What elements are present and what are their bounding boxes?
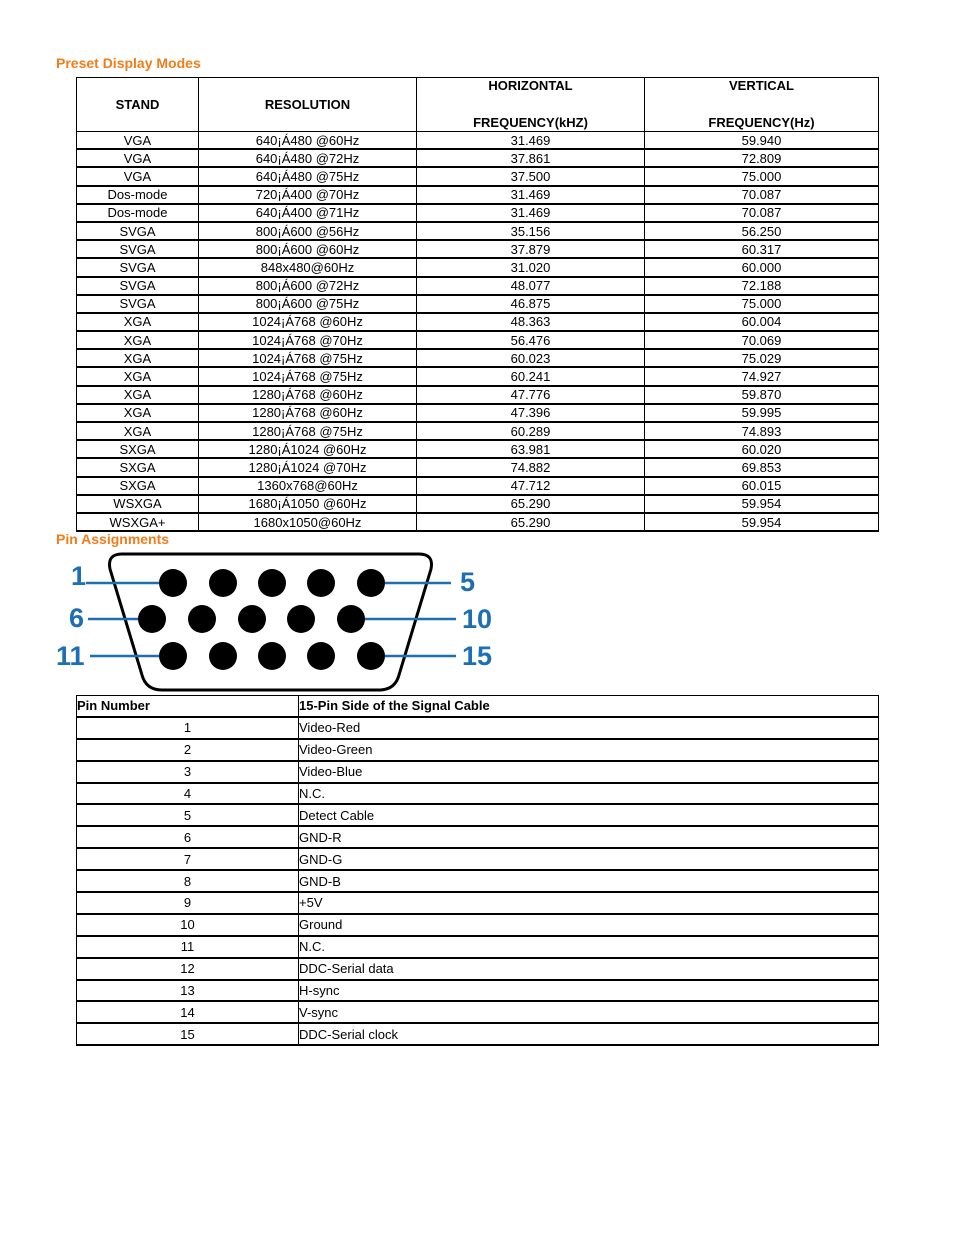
pin-number-cell: 11	[77, 936, 299, 958]
table-row	[77, 295, 879, 313]
table-row	[77, 386, 879, 404]
vertical-frequency-cell: 74.927	[645, 367, 879, 385]
resolution-cell: 1360x768@60Hz	[199, 477, 417, 495]
horizontal-frequency-cell: 47.712	[417, 477, 645, 495]
signal-cell: Video-Red	[299, 717, 879, 739]
stand-cell: SVGA	[77, 277, 199, 295]
table-row	[77, 240, 879, 258]
pin-dot	[159, 569, 187, 597]
stand-cell: SVGA	[77, 240, 199, 258]
resolution-cell: 1280¡Á768 @75Hz	[199, 422, 417, 440]
pin-dot	[258, 569, 286, 597]
table-row	[77, 331, 879, 349]
horizontal-frequency-cell: 65.290	[417, 513, 645, 531]
signal-cell: H-sync	[299, 980, 879, 1002]
stand-cell: XGA	[77, 386, 199, 404]
pin-dot	[209, 642, 237, 670]
resolution-cell: 1024¡Á768 @60Hz	[199, 313, 417, 331]
pin-dot	[188, 605, 216, 633]
vertical-frequency-cell: 74.893	[645, 422, 879, 440]
table-row	[77, 477, 879, 495]
horizontal-frequency-cell: 63.981	[417, 440, 645, 458]
pin-number-cell: 3	[77, 761, 299, 783]
pin-dot	[357, 642, 385, 670]
stand-cell: VGA	[77, 132, 199, 150]
pin-dot	[307, 642, 335, 670]
resolution-cell: 800¡Á600 @75Hz	[199, 295, 417, 313]
signal-cell: V-sync	[299, 1001, 879, 1023]
vertical-frequency-cell: 75.000	[645, 295, 879, 313]
resolution-cell: 1024¡Á768 @75Hz	[199, 349, 417, 367]
table-row	[77, 222, 879, 240]
stand-cell: XGA	[77, 367, 199, 385]
pin-dot	[209, 569, 237, 597]
stand-cell: XGA	[77, 404, 199, 422]
pin-number-cell: 12	[77, 958, 299, 980]
table-row	[77, 349, 879, 367]
table-row	[77, 870, 879, 892]
horizontal-frequency-cell: 37.500	[417, 167, 645, 185]
vertical-frequency-cell: 72.809	[645, 149, 879, 167]
horizontal-frequency-cell: 47.396	[417, 404, 645, 422]
signal-cell: GND-B	[299, 870, 879, 892]
stand-cell: SVGA	[77, 295, 199, 313]
table-row	[77, 258, 879, 276]
signal-cell: +5V	[299, 892, 879, 914]
stand-cell: VGA	[77, 149, 199, 167]
horizontal-frequency-cell: 60.023	[417, 349, 645, 367]
stand-cell: SXGA	[77, 440, 199, 458]
resolution-cell: 1280¡Á1024 @70Hz	[199, 458, 417, 476]
stand-header: STAND	[77, 78, 199, 132]
signal-header: 15-Pin Side of the Signal Cable	[299, 696, 879, 717]
vertical-frequency-cell: 69.853	[645, 458, 879, 476]
horizontal-frequency-cell: 37.879	[417, 240, 645, 258]
table-row	[77, 717, 879, 739]
vertical-frequency-cell: 60.000	[645, 258, 879, 276]
table-row	[77, 892, 879, 914]
table-row	[77, 513, 879, 531]
table-row	[77, 367, 879, 385]
pin-number-cell: 13	[77, 980, 299, 1002]
vertical-header-line1: VERTICAL	[729, 78, 794, 93]
vertical-header-line2: FREQUENCY(Hz)	[708, 115, 815, 130]
horizontal-frequency-cell: 37.861	[417, 149, 645, 167]
pin-number-cell: 5	[77, 804, 299, 826]
signal-cell: Ground	[299, 914, 879, 936]
table-row	[77, 132, 879, 150]
table-row	[77, 783, 879, 805]
horizontal-header-line1: HORIZONTAL	[488, 78, 573, 93]
table-row	[77, 440, 879, 458]
signal-cell: GND-G	[299, 848, 879, 870]
pin-1-label: 1	[71, 561, 87, 591]
horizontal-header-line2: FREQUENCY(kHZ)	[473, 115, 588, 130]
signal-cell: GND-R	[299, 826, 879, 848]
horizontal-frequency-cell: 31.020	[417, 258, 645, 276]
pin-number-cell: 6	[77, 826, 299, 848]
resolution-cell: 640¡Á480 @75Hz	[199, 167, 417, 185]
pin-number-cell: 15	[77, 1023, 299, 1045]
table-row	[77, 204, 879, 222]
table-row	[77, 739, 879, 761]
resolution-cell: 800¡Á600 @72Hz	[199, 277, 417, 295]
resolution-cell: 1280¡Á768 @60Hz	[199, 386, 417, 404]
signal-cell: Detect Cable	[299, 804, 879, 826]
resolution-cell: 800¡Á600 @60Hz	[199, 240, 417, 258]
signal-cell: N.C.	[299, 936, 879, 958]
pin-11-label: 11	[56, 641, 85, 671]
vertical-frequency-cell: 72.188	[645, 277, 879, 295]
resolution-cell: 640¡Á400 @71Hz	[199, 204, 417, 222]
resolution-cell: 800¡Á600 @56Hz	[199, 222, 417, 240]
signal-cell: N.C.	[299, 783, 879, 805]
vertical-frequency-cell: 75.029	[645, 349, 879, 367]
table-row	[77, 149, 879, 167]
signal-cell: DDC-Serial clock	[299, 1023, 879, 1045]
table-row	[77, 826, 879, 848]
table-row	[77, 167, 879, 185]
vga-connector-diagram	[56, 547, 501, 697]
pin-dot	[238, 605, 266, 633]
vertical-frequency-cell: 59.995	[645, 404, 879, 422]
vertical-frequency-header	[645, 78, 879, 132]
stand-cell: WSXGA	[77, 495, 199, 513]
table-row	[77, 936, 879, 958]
table-row	[77, 495, 879, 513]
horizontal-frequency-cell: 35.156	[417, 222, 645, 240]
table-row	[77, 404, 879, 422]
pin-dot	[307, 569, 335, 597]
pin-number-cell: 2	[77, 739, 299, 761]
stand-cell: SXGA	[77, 477, 199, 495]
table-row	[77, 980, 879, 1002]
signal-cell: DDC-Serial data	[299, 958, 879, 980]
table-row	[77, 958, 879, 980]
pin-table-header-row	[77, 696, 879, 717]
resolution-cell: 1680x1050@60Hz	[199, 513, 417, 531]
stand-cell: Dos-mode	[77, 204, 199, 222]
resolution-cell: 1024¡Á768 @70Hz	[199, 331, 417, 349]
signal-cell: Video-Blue	[299, 761, 879, 783]
horizontal-frequency-cell: 47.776	[417, 386, 645, 404]
stand-cell: XGA	[77, 313, 199, 331]
resolution-cell: 640¡Á480 @60Hz	[199, 132, 417, 150]
pin-dot	[337, 605, 365, 633]
stand-cell: SVGA	[77, 222, 199, 240]
stand-cell: SVGA	[77, 258, 199, 276]
pin-assignment-table	[76, 695, 879, 1046]
table-row	[77, 761, 879, 783]
vertical-frequency-cell: 70.069	[645, 331, 879, 349]
resolution-cell: 640¡Á480 @72Hz	[199, 149, 417, 167]
pin-dot	[159, 642, 187, 670]
table-row	[77, 458, 879, 476]
pin-assignments-title: Pin Assignments	[56, 531, 170, 547]
stand-cell: SXGA	[77, 458, 199, 476]
horizontal-frequency-cell: 60.241	[417, 367, 645, 385]
horizontal-frequency-cell: 56.476	[417, 331, 645, 349]
pin-5-label: 5	[460, 567, 476, 597]
stand-cell: Dos-mode	[77, 186, 199, 204]
resolution-cell: 720¡Á400 @70Hz	[199, 186, 417, 204]
resolution-cell: 848x480@60Hz	[199, 258, 417, 276]
horizontal-frequency-cell: 74.882	[417, 458, 645, 476]
vertical-frequency-cell: 59.954	[645, 513, 879, 531]
preset-modes-title: Preset Display Modes	[56, 55, 201, 71]
pin-number-cell: 4	[77, 783, 299, 805]
horizontal-frequency-header	[417, 78, 645, 132]
preset-modes-table	[76, 77, 879, 532]
pin-10-label: 10	[462, 604, 493, 634]
vertical-frequency-cell: 59.954	[645, 495, 879, 513]
stand-cell: XGA	[77, 331, 199, 349]
pin-dot	[357, 569, 385, 597]
resolution-cell: 1280¡Á1024 @60Hz	[199, 440, 417, 458]
stand-cell: WSXGA+	[77, 513, 199, 531]
horizontal-frequency-cell: 31.469	[417, 186, 645, 204]
table-row	[77, 313, 879, 331]
vertical-frequency-cell: 75.000	[645, 167, 879, 185]
table-row	[77, 914, 879, 936]
vertical-frequency-cell: 59.870	[645, 386, 879, 404]
table-row	[77, 804, 879, 826]
resolution-cell: 1680¡Á1050 @60Hz	[199, 495, 417, 513]
pin-number-cell: 10	[77, 914, 299, 936]
pin-number-header: Pin Number	[77, 696, 299, 717]
pin-dot	[287, 605, 315, 633]
pin-number-cell: 14	[77, 1001, 299, 1023]
table-row	[77, 848, 879, 870]
pin-6-label: 6	[69, 603, 85, 633]
pin-number-cell: 9	[77, 892, 299, 914]
pin-dot	[138, 605, 166, 633]
vertical-frequency-cell: 70.087	[645, 204, 879, 222]
signal-cell: Video-Green	[299, 739, 879, 761]
stand-cell: VGA	[77, 167, 199, 185]
resolution-cell: 1024¡Á768 @75Hz	[199, 367, 417, 385]
vertical-frequency-cell: 70.087	[645, 186, 879, 204]
pin-number-cell: 1	[77, 717, 299, 739]
horizontal-frequency-cell: 60.289	[417, 422, 645, 440]
vertical-frequency-cell: 56.250	[645, 222, 879, 240]
horizontal-frequency-cell: 46.875	[417, 295, 645, 313]
vertical-frequency-cell: 60.020	[645, 440, 879, 458]
table-row	[77, 1001, 879, 1023]
horizontal-frequency-cell: 31.469	[417, 132, 645, 150]
vertical-frequency-cell: 60.004	[645, 313, 879, 331]
horizontal-frequency-cell: 48.077	[417, 277, 645, 295]
table-row	[77, 1023, 879, 1045]
stand-cell: XGA	[77, 349, 199, 367]
table-row	[77, 422, 879, 440]
horizontal-frequency-cell: 31.469	[417, 204, 645, 222]
vertical-frequency-cell: 59.940	[645, 132, 879, 150]
stand-cell: XGA	[77, 422, 199, 440]
table-row	[77, 277, 879, 295]
pin-dot	[258, 642, 286, 670]
horizontal-frequency-cell: 48.363	[417, 313, 645, 331]
vertical-frequency-cell: 60.015	[645, 477, 879, 495]
resolution-header: RESOLUTION	[199, 78, 417, 132]
table-row	[77, 186, 879, 204]
pin-number-cell: 7	[77, 848, 299, 870]
pin-number-cell: 8	[77, 870, 299, 892]
vertical-frequency-cell: 60.317	[645, 240, 879, 258]
resolution-cell: 1280¡Á768 @60Hz	[199, 404, 417, 422]
horizontal-frequency-cell: 65.290	[417, 495, 645, 513]
pin-15-label: 15	[462, 641, 493, 671]
preset-modes-header-row	[77, 78, 879, 132]
